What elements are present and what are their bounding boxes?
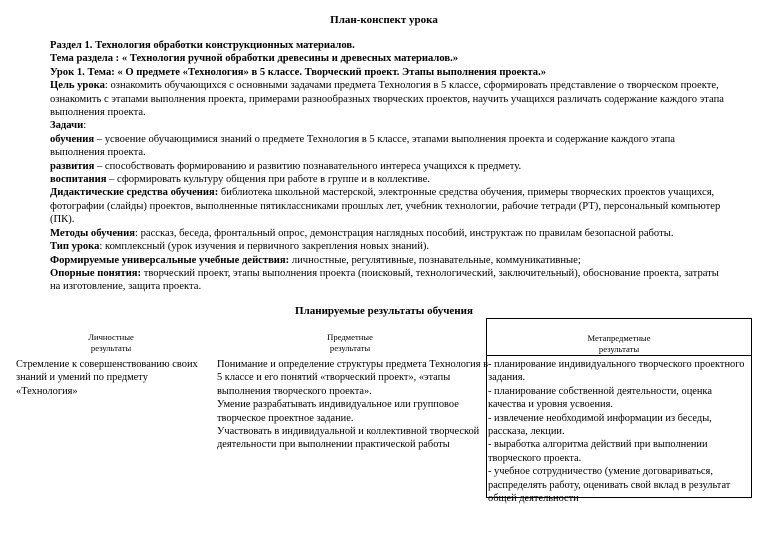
topic-heading: Тема раздела : « Технология ручной обработки древесины и древесных материалов.» — [50, 53, 459, 65]
list-item: - извлечение необходимой информации из беседы, рассказа, лекции. — [488, 412, 712, 438]
lesson-header — [50, 39, 730, 294]
concepts-paragraph — [50, 267, 730, 294]
list-item: - выработка алгоритма действий при выполнении творческого проекта. — [488, 439, 708, 464]
header-line: результаты — [90, 342, 132, 353]
didactic-label: Дидактические средства обучения: — [50, 187, 219, 199]
tasks-heading — [50, 119, 730, 132]
lesson-heading: Урок 1. Тема: « О предмете «Технология» в 5 классе. Творческий проект. Этапы выполнения проекта.» — [50, 66, 547, 78]
task-label: развития — [50, 160, 95, 172]
meta-results-column — [486, 318, 752, 505]
goal-paragraph — [50, 79, 730, 119]
personal-results-header — [12, 332, 210, 353]
list-item: Понимание и определение структуры предмета Технология в 5 классе и его понятий «творческий проект», «этапы выполнения творческого проекта». — [217, 359, 489, 397]
methods-text: : рассказ, беседа, фронтальный опрос, демонстрация наглядных пособий, инструктаж по правилам безопасной работы. — [135, 227, 674, 239]
task-text: – способствовать формированию и развитию познавательного интереса учащихся к предмету. — [94, 160, 522, 172]
header-line: Личностные — [88, 332, 134, 342]
goal-label: Цель урока — [50, 80, 105, 92]
personal-results-text: Стремление к совершенствованию своих знаний и умений по предмету «Технология» — [16, 359, 198, 397]
task-item — [50, 133, 730, 160]
table-divider — [487, 355, 751, 356]
goal-text: : ознакомить обучающихся с основными задачами предмета Технология в 5 классе, сформировать представление о творческом проекте, ознакомить с этапами выполнения проекта, примерами разнообразных творческих проектов, научить учащихся различать содержание каждого этапа выполнения проекта. — [50, 80, 724, 119]
list-item: - планирование собственной деятельности, оценка качества и уровня усвоения. — [488, 385, 712, 411]
header-line: результаты — [598, 343, 640, 354]
uud-paragraph — [50, 254, 730, 267]
subject-results-header — [214, 332, 486, 353]
task-text: – усвоение обучающимися знаний о предмете Технология в 5 классе, этапами выполнения проекта и содержание каждого этапа выполнения проекта. — [50, 133, 676, 159]
lesson-type-text: : комплексный (урок изучения и первичного закрепления новых знаний). — [99, 241, 430, 253]
header-line: Предметные — [327, 332, 373, 342]
lesson-type-paragraph — [50, 240, 730, 253]
list-item: - учебное сотрудничество (умение договариваться, распределять работу, оценивать свой вклад в результат общей деятельности — [488, 466, 731, 505]
task-label: воспитания — [50, 174, 107, 186]
tasks-colon: : — [83, 120, 87, 132]
didactic-text: библиотека школьной мастерской, электронные средства обучения, примеры творческих проектов учащихся, фотографии (слайды) проектов, выполненные пятиклассниками прошлых лет, учебник технологии, рабочие тетради (РТ), персональный компьютер (ПК). — [50, 187, 721, 226]
concepts-text: творческий проект, этапы выполнения проекта (поисковый, технологический, заключительный), обоснование проекта, затраты на изготовление, защита проекта. — [50, 267, 719, 293]
uud-label: Формируемые универсальные учебные действия: — [50, 254, 290, 266]
task-item — [50, 173, 730, 186]
document-title: План-конспект урока — [330, 14, 438, 26]
meta-results-header — [487, 333, 751, 354]
lesson-type-label: Тип урока — [50, 241, 100, 253]
task-label: обучения — [50, 133, 95, 145]
list-item: Умение разрабатывать индивидуальное или групповое творческое проектное задание. — [217, 399, 459, 424]
results-table — [12, 318, 752, 508]
methods-paragraph — [50, 227, 730, 240]
methods-label: Методы обучения — [50, 227, 135, 239]
results-title: Планируемые результаты обучения — [295, 305, 473, 317]
list-item: Участвовать в индивидуальной и коллективной творческой деятельности при выполнении практической работы — [217, 426, 480, 451]
task-text: – сформировать культуру общения при работе в группе и в коллективе. — [106, 174, 430, 186]
uud-text: личностные, регулятивные, познавательные, коммуникативные; — [289, 254, 581, 266]
meta-results-list — [487, 358, 751, 505]
task-item — [50, 160, 730, 173]
list-item: - планирование индивидуального творческого проектного задания. — [488, 359, 745, 384]
header-line: результаты — [329, 342, 371, 353]
section-heading: Раздел 1. Технология обработки конструкционных материалов. — [50, 40, 355, 51]
concepts-label: Опорные понятия: — [50, 267, 142, 279]
header-line: Метапредметные — [587, 333, 651, 343]
subject-results-list — [216, 358, 488, 452]
didactic-paragraph — [50, 186, 730, 226]
tasks-label: Задачи — [50, 120, 84, 132]
